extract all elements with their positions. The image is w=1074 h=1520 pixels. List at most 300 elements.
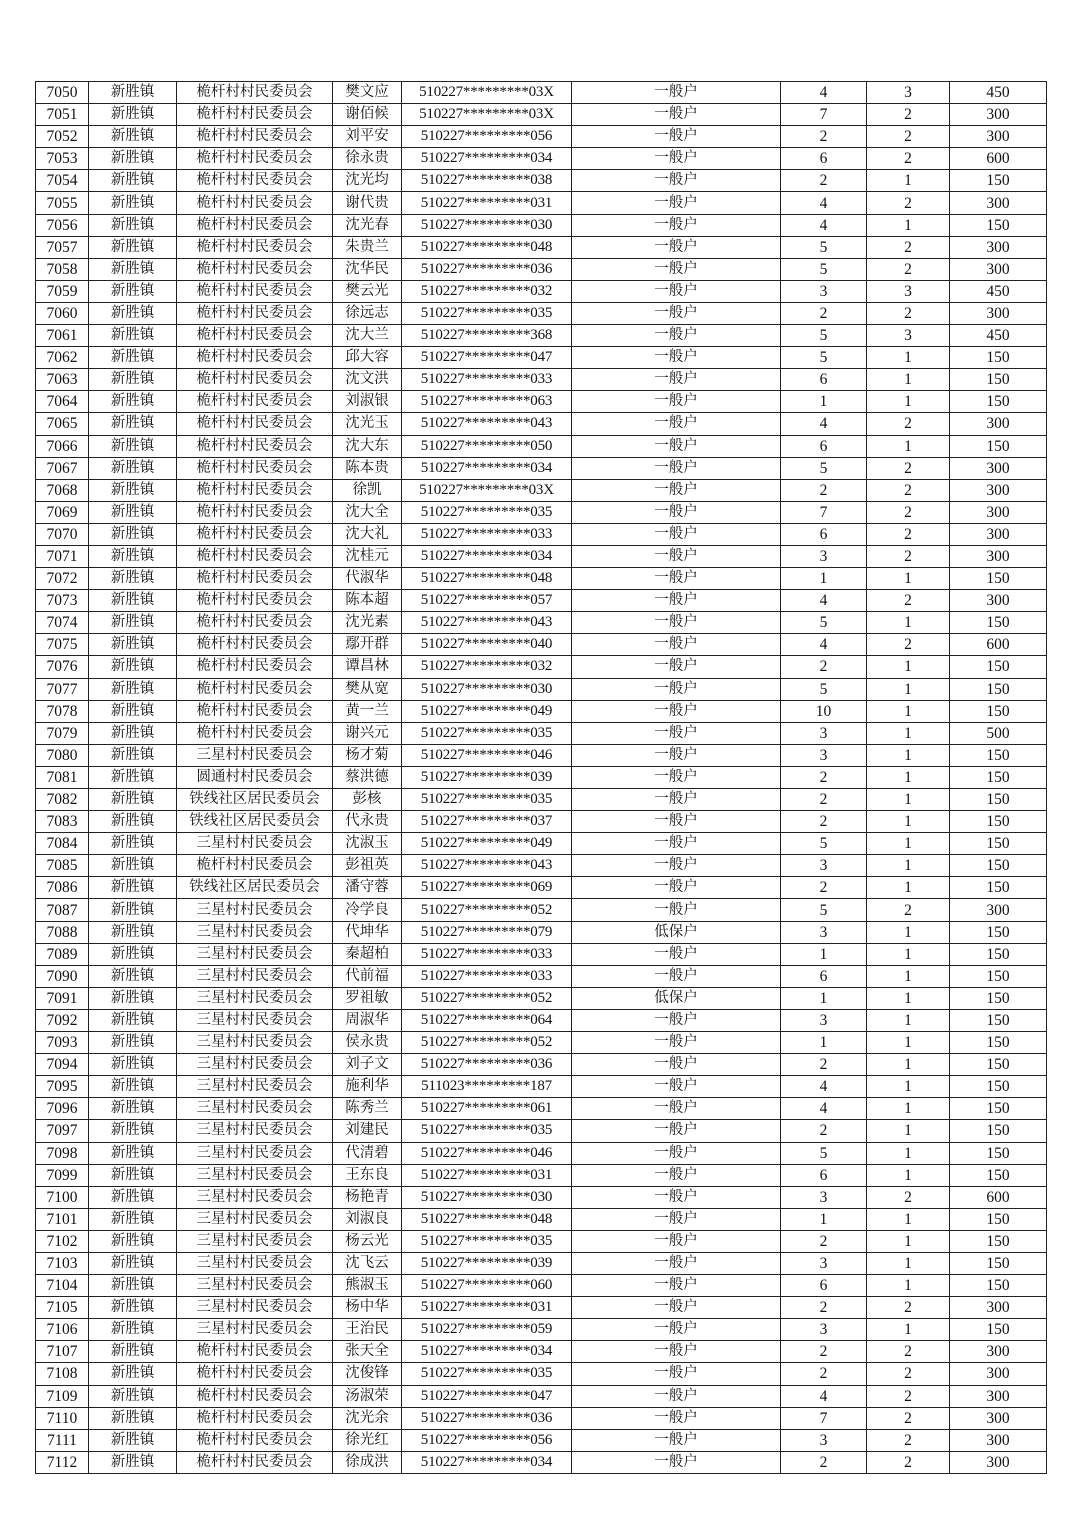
committee-name-cell: 桅杆村村民委员会 — [177, 325, 333, 347]
person-name-cell: 沈光素 — [333, 612, 402, 634]
id-number-cell: 510227*********368 — [402, 325, 572, 347]
committee-name-cell: 桅杆村村民委员会 — [177, 258, 333, 280]
table-row — [36, 280, 1047, 302]
id-number-cell: 510227*********032 — [402, 280, 572, 302]
amount-cell: 300 — [950, 1451, 1047, 1473]
benefit-count-cell: 1 — [867, 1319, 950, 1341]
household-type-cell: 一般户 — [572, 523, 781, 545]
benefit-count-cell: 1 — [867, 1164, 950, 1186]
household-type-cell: 一般户 — [572, 1120, 781, 1142]
family-size-cell: 2 — [781, 302, 867, 324]
amount-cell: 300 — [950, 590, 1047, 612]
person-name-cell: 代坤华 — [333, 921, 402, 943]
person-name-cell: 樊文应 — [333, 82, 402, 104]
table-row — [36, 833, 1047, 855]
committee-name-cell: 三星村村民委员会 — [177, 1275, 333, 1297]
amount-cell: 300 — [950, 899, 1047, 921]
row-number-cell: 7074 — [36, 612, 89, 634]
amount-cell: 300 — [950, 501, 1047, 523]
id-number-cell: 510227*********035 — [402, 789, 572, 811]
household-type-cell: 一般户 — [572, 1275, 781, 1297]
family-size-cell: 4 — [781, 1385, 867, 1407]
id-number-cell: 510227*********046 — [402, 744, 572, 766]
family-size-cell: 5 — [781, 325, 867, 347]
table-row — [36, 369, 1047, 391]
benefit-count-cell: 2 — [867, 1451, 950, 1473]
household-type-cell: 一般户 — [572, 811, 781, 833]
town-name-cell: 新胜镇 — [89, 1164, 177, 1186]
person-name-cell: 蔡洪德 — [333, 766, 402, 788]
benefit-count-cell: 1 — [867, 214, 950, 236]
town-name-cell: 新胜镇 — [89, 1054, 177, 1076]
family-size-cell: 6 — [781, 1164, 867, 1186]
id-number-cell: 510227*********039 — [402, 1252, 572, 1274]
table-row — [36, 148, 1047, 170]
amount-cell: 150 — [950, 1032, 1047, 1054]
committee-name-cell: 桅杆村村民委员会 — [177, 612, 333, 634]
town-name-cell: 新胜镇 — [89, 1186, 177, 1208]
benefit-count-cell: 1 — [867, 678, 950, 700]
benefit-count-cell: 1 — [867, 1142, 950, 1164]
committee-name-cell: 三星村村民委员会 — [177, 1009, 333, 1031]
row-number-cell: 7092 — [36, 1009, 89, 1031]
table-row — [36, 1230, 1047, 1252]
person-name-cell: 熊淑玉 — [333, 1275, 402, 1297]
table-row — [36, 1429, 1047, 1451]
family-size-cell: 3 — [781, 280, 867, 302]
row-number-cell: 7073 — [36, 590, 89, 612]
family-size-cell: 4 — [781, 192, 867, 214]
family-size-cell: 4 — [781, 413, 867, 435]
benefit-count-cell: 2 — [867, 899, 950, 921]
person-name-cell: 邱大容 — [333, 347, 402, 369]
row-number-cell: 7106 — [36, 1319, 89, 1341]
town-name-cell: 新胜镇 — [89, 545, 177, 567]
id-number-cell: 510227*********033 — [402, 943, 572, 965]
town-name-cell: 新胜镇 — [89, 1208, 177, 1230]
amount-cell: 300 — [950, 1385, 1047, 1407]
benefit-count-cell: 2 — [867, 413, 950, 435]
benefit-count-cell: 1 — [867, 855, 950, 877]
amount-cell: 450 — [950, 280, 1047, 302]
person-name-cell: 徐凯 — [333, 479, 402, 501]
row-number-cell: 7111 — [36, 1429, 89, 1451]
id-number-cell: 510227*********035 — [402, 1363, 572, 1385]
committee-name-cell: 桅杆村村民委员会 — [177, 523, 333, 545]
town-name-cell: 新胜镇 — [89, 1341, 177, 1363]
person-name-cell: 秦超柏 — [333, 943, 402, 965]
benefit-count-cell: 2 — [867, 148, 950, 170]
benefit-count-cell: 1 — [867, 347, 950, 369]
family-size-cell: 2 — [781, 1341, 867, 1363]
table-row — [36, 1076, 1047, 1098]
town-name-cell: 新胜镇 — [89, 877, 177, 899]
committee-name-cell: 桅杆村村民委员会 — [177, 656, 333, 678]
amount-cell: 150 — [950, 1164, 1047, 1186]
family-size-cell: 3 — [781, 921, 867, 943]
amount-cell: 450 — [950, 325, 1047, 347]
id-number-cell: 510227*********047 — [402, 347, 572, 369]
committee-name-cell: 三星村村民委员会 — [177, 744, 333, 766]
person-name-cell: 代清碧 — [333, 1142, 402, 1164]
household-type-cell: 一般户 — [572, 1032, 781, 1054]
table-row — [36, 789, 1047, 811]
table-row — [36, 479, 1047, 501]
town-name-cell: 新胜镇 — [89, 501, 177, 523]
id-number-cell: 510227*********043 — [402, 855, 572, 877]
table-row — [36, 1120, 1047, 1142]
amount-cell: 150 — [950, 1142, 1047, 1164]
person-name-cell: 杨云光 — [333, 1230, 402, 1252]
family-size-cell: 4 — [781, 1076, 867, 1098]
household-type-cell: 一般户 — [572, 722, 781, 744]
family-size-cell: 6 — [781, 369, 867, 391]
benefit-count-cell: 1 — [867, 391, 950, 413]
amount-cell: 150 — [950, 678, 1047, 700]
person-name-cell: 沈华民 — [333, 258, 402, 280]
committee-name-cell: 三星村村民委员会 — [177, 1230, 333, 1252]
id-number-cell: 510227*********059 — [402, 1319, 572, 1341]
amount-cell: 450 — [950, 82, 1047, 104]
id-number-cell: 510227*********056 — [402, 126, 572, 148]
household-type-cell: 一般户 — [572, 302, 781, 324]
committee-name-cell: 桅杆村村民委员会 — [177, 104, 333, 126]
benefit-count-cell: 1 — [867, 1275, 950, 1297]
household-type-cell: 一般户 — [572, 1076, 781, 1098]
committee-name-cell: 桅杆村村民委员会 — [177, 855, 333, 877]
household-type-cell: 一般户 — [572, 877, 781, 899]
person-name-cell: 施利华 — [333, 1076, 402, 1098]
town-name-cell: 新胜镇 — [89, 391, 177, 413]
household-type-cell: 一般户 — [572, 1385, 781, 1407]
town-name-cell: 新胜镇 — [89, 1142, 177, 1164]
id-number-cell: 510227*********033 — [402, 965, 572, 987]
town-name-cell: 新胜镇 — [89, 1032, 177, 1054]
table-row — [36, 1208, 1047, 1230]
committee-name-cell: 桅杆村村民委员会 — [177, 302, 333, 324]
amount-cell: 500 — [950, 722, 1047, 744]
benefit-count-cell: 2 — [867, 104, 950, 126]
household-type-cell: 一般户 — [572, 1341, 781, 1363]
id-number-cell: 510227*********057 — [402, 590, 572, 612]
row-number-cell: 7055 — [36, 192, 89, 214]
amount-cell: 150 — [950, 1120, 1047, 1142]
person-name-cell: 沈光均 — [333, 170, 402, 192]
row-number-cell: 7054 — [36, 170, 89, 192]
row-number-cell: 7088 — [36, 921, 89, 943]
committee-name-cell: 桅杆村村民委员会 — [177, 126, 333, 148]
town-name-cell: 新胜镇 — [89, 258, 177, 280]
family-size-cell: 6 — [781, 965, 867, 987]
row-number-cell: 7072 — [36, 568, 89, 590]
row-number-cell: 7110 — [36, 1407, 89, 1429]
town-name-cell: 新胜镇 — [89, 965, 177, 987]
benefit-count-cell: 1 — [867, 833, 950, 855]
town-name-cell: 新胜镇 — [89, 1451, 177, 1473]
id-number-cell: 510227*********031 — [402, 1297, 572, 1319]
committee-name-cell: 三星村村民委员会 — [177, 899, 333, 921]
person-name-cell: 朱贵兰 — [333, 236, 402, 258]
benefit-count-cell: 1 — [867, 943, 950, 965]
amount-cell: 150 — [950, 877, 1047, 899]
amount-cell: 150 — [950, 789, 1047, 811]
family-size-cell: 4 — [781, 590, 867, 612]
household-type-cell: 一般户 — [572, 1142, 781, 1164]
household-type-cell: 一般户 — [572, 501, 781, 523]
family-size-cell: 1 — [781, 568, 867, 590]
household-type-cell: 一般户 — [572, 435, 781, 457]
table-row — [36, 1297, 1047, 1319]
family-size-cell: 3 — [781, 545, 867, 567]
table-row — [36, 82, 1047, 104]
id-number-cell: 510227*********037 — [402, 811, 572, 833]
committee-name-cell: 桅杆村村民委员会 — [177, 435, 333, 457]
person-name-cell: 刘淑良 — [333, 1208, 402, 1230]
benefit-count-cell: 2 — [867, 236, 950, 258]
amount-cell: 150 — [950, 855, 1047, 877]
person-name-cell: 陈秀兰 — [333, 1098, 402, 1120]
benefit-count-cell: 2 — [867, 1429, 950, 1451]
household-type-cell: 一般户 — [572, 214, 781, 236]
town-name-cell: 新胜镇 — [89, 722, 177, 744]
committee-name-cell: 桅杆村村民委员会 — [177, 1451, 333, 1473]
committee-name-cell: 桅杆村村民委员会 — [177, 236, 333, 258]
id-number-cell: 510227*********035 — [402, 501, 572, 523]
benefit-count-cell: 1 — [867, 435, 950, 457]
town-name-cell: 新胜镇 — [89, 656, 177, 678]
row-number-cell: 7098 — [36, 1142, 89, 1164]
committee-name-cell: 三星村村民委员会 — [177, 1076, 333, 1098]
subsidy-roster-table — [35, 81, 1047, 1474]
household-type-cell: 一般户 — [572, 1054, 781, 1076]
committee-name-cell: 桅杆村村民委员会 — [177, 413, 333, 435]
household-type-cell: 一般户 — [572, 678, 781, 700]
household-type-cell: 一般户 — [572, 1319, 781, 1341]
row-number-cell: 7050 — [36, 82, 89, 104]
household-type-cell: 低保户 — [572, 987, 781, 1009]
family-size-cell: 2 — [781, 1297, 867, 1319]
row-number-cell: 7089 — [36, 943, 89, 965]
household-type-cell: 一般户 — [572, 899, 781, 921]
family-size-cell: 7 — [781, 1407, 867, 1429]
amount-cell: 150 — [950, 391, 1047, 413]
family-size-cell: 6 — [781, 1275, 867, 1297]
household-type-cell: 一般户 — [572, 1451, 781, 1473]
town-name-cell: 新胜镇 — [89, 1407, 177, 1429]
amount-cell: 150 — [950, 1319, 1047, 1341]
person-name-cell: 刘建民 — [333, 1120, 402, 1142]
table-row — [36, 302, 1047, 324]
family-size-cell: 2 — [781, 811, 867, 833]
family-size-cell: 1 — [781, 943, 867, 965]
row-number-cell: 7101 — [36, 1208, 89, 1230]
table-row — [36, 656, 1047, 678]
benefit-count-cell: 2 — [867, 634, 950, 656]
family-size-cell: 5 — [781, 457, 867, 479]
person-name-cell: 徐永贵 — [333, 148, 402, 170]
id-number-cell: 510227*********031 — [402, 192, 572, 214]
town-name-cell: 新胜镇 — [89, 1363, 177, 1385]
household-type-cell: 一般户 — [572, 744, 781, 766]
household-type-cell: 一般户 — [572, 1363, 781, 1385]
row-number-cell: 7084 — [36, 833, 89, 855]
family-size-cell: 5 — [781, 258, 867, 280]
id-number-cell: 510227*********03X — [402, 479, 572, 501]
id-number-cell: 510227*********035 — [402, 1120, 572, 1142]
household-type-cell: 一般户 — [572, 413, 781, 435]
table-row — [36, 347, 1047, 369]
person-name-cell: 彭核 — [333, 789, 402, 811]
table-row — [36, 965, 1047, 987]
person-name-cell: 王东良 — [333, 1164, 402, 1186]
household-type-cell: 一般户 — [572, 170, 781, 192]
benefit-count-cell: 1 — [867, 656, 950, 678]
town-name-cell: 新胜镇 — [89, 700, 177, 722]
id-number-cell: 510227*********030 — [402, 1186, 572, 1208]
row-number-cell: 7108 — [36, 1363, 89, 1385]
benefit-count-cell: 2 — [867, 1385, 950, 1407]
person-name-cell: 刘淑银 — [333, 391, 402, 413]
town-name-cell: 新胜镇 — [89, 82, 177, 104]
household-type-cell: 一般户 — [572, 1098, 781, 1120]
table-row — [36, 1451, 1047, 1473]
committee-name-cell: 三星村村民委员会 — [177, 943, 333, 965]
person-name-cell: 徐光红 — [333, 1429, 402, 1451]
table-row — [36, 435, 1047, 457]
household-type-cell: 一般户 — [572, 1164, 781, 1186]
household-type-cell: 一般户 — [572, 965, 781, 987]
committee-name-cell: 桅杆村村民委员会 — [177, 568, 333, 590]
household-type-cell: 一般户 — [572, 192, 781, 214]
household-type-cell: 一般户 — [572, 855, 781, 877]
amount-cell: 150 — [950, 744, 1047, 766]
committee-name-cell: 桅杆村村民委员会 — [177, 1341, 333, 1363]
id-number-cell: 510227*********034 — [402, 1341, 572, 1363]
committee-name-cell: 桅杆村村民委员会 — [177, 1385, 333, 1407]
row-number-cell: 7100 — [36, 1186, 89, 1208]
row-number-cell: 7065 — [36, 413, 89, 435]
amount-cell: 300 — [950, 1407, 1047, 1429]
table-row — [36, 943, 1047, 965]
person-name-cell: 沈桂元 — [333, 545, 402, 567]
town-name-cell: 新胜镇 — [89, 678, 177, 700]
row-number-cell: 7104 — [36, 1275, 89, 1297]
table-row — [36, 258, 1047, 280]
benefit-count-cell: 2 — [867, 258, 950, 280]
benefit-count-cell: 2 — [867, 1186, 950, 1208]
id-number-cell: 510227*********052 — [402, 1032, 572, 1054]
person-name-cell: 汤淑荣 — [333, 1385, 402, 1407]
row-number-cell: 7056 — [36, 214, 89, 236]
town-name-cell: 新胜镇 — [89, 943, 177, 965]
id-number-cell: 510227*********048 — [402, 568, 572, 590]
town-name-cell: 新胜镇 — [89, 302, 177, 324]
person-name-cell: 沈大东 — [333, 435, 402, 457]
amount-cell: 150 — [950, 766, 1047, 788]
town-name-cell: 新胜镇 — [89, 921, 177, 943]
family-size-cell: 4 — [781, 634, 867, 656]
person-name-cell: 黄一兰 — [333, 700, 402, 722]
id-number-cell: 510227*********03X — [402, 104, 572, 126]
amount-cell: 150 — [950, 612, 1047, 634]
town-name-cell: 新胜镇 — [89, 833, 177, 855]
benefit-count-cell: 2 — [867, 479, 950, 501]
id-number-cell: 510227*********033 — [402, 523, 572, 545]
benefit-count-cell: 1 — [867, 789, 950, 811]
table-row — [36, 457, 1047, 479]
table-row — [36, 1054, 1047, 1076]
household-type-cell: 一般户 — [572, 590, 781, 612]
row-number-cell: 7083 — [36, 811, 89, 833]
table-row — [36, 1098, 1047, 1120]
person-name-cell: 沈飞云 — [333, 1252, 402, 1274]
household-type-cell: 一般户 — [572, 789, 781, 811]
benefit-count-cell: 2 — [867, 126, 950, 148]
household-type-cell: 一般户 — [572, 236, 781, 258]
amount-cell: 150 — [950, 1054, 1047, 1076]
table-row — [36, 1164, 1047, 1186]
family-size-cell: 1 — [781, 391, 867, 413]
town-name-cell: 新胜镇 — [89, 1098, 177, 1120]
table-row — [36, 1142, 1047, 1164]
family-size-cell: 4 — [781, 1098, 867, 1120]
table-row — [36, 1275, 1047, 1297]
id-number-cell: 510227*********031 — [402, 1164, 572, 1186]
row-number-cell: 7079 — [36, 722, 89, 744]
benefit-count-cell: 2 — [867, 302, 950, 324]
table-row — [36, 104, 1047, 126]
id-number-cell: 510227*********036 — [402, 1054, 572, 1076]
household-type-cell: 一般户 — [572, 833, 781, 855]
family-size-cell: 4 — [781, 82, 867, 104]
amount-cell: 150 — [950, 921, 1047, 943]
benefit-count-cell: 2 — [867, 590, 950, 612]
row-number-cell: 7060 — [36, 302, 89, 324]
town-name-cell: 新胜镇 — [89, 170, 177, 192]
row-number-cell: 7066 — [36, 435, 89, 457]
person-name-cell: 沈光玉 — [333, 413, 402, 435]
row-number-cell: 7064 — [36, 391, 89, 413]
family-size-cell: 2 — [781, 1451, 867, 1473]
town-name-cell: 新胜镇 — [89, 1319, 177, 1341]
row-number-cell: 7071 — [36, 545, 89, 567]
person-name-cell: 王治民 — [333, 1319, 402, 1341]
town-name-cell: 新胜镇 — [89, 1275, 177, 1297]
benefit-count-cell: 2 — [867, 545, 950, 567]
family-size-cell: 2 — [781, 1054, 867, 1076]
id-number-cell: 510227*********069 — [402, 877, 572, 899]
table-row — [36, 612, 1047, 634]
committee-name-cell: 桅杆村村民委员会 — [177, 700, 333, 722]
household-type-cell: 一般户 — [572, 700, 781, 722]
household-type-cell: 一般户 — [572, 634, 781, 656]
id-number-cell: 510227*********035 — [402, 1230, 572, 1252]
committee-name-cell: 铁线社区居民委员会 — [177, 789, 333, 811]
amount-cell: 150 — [950, 811, 1047, 833]
household-type-cell: 一般户 — [572, 82, 781, 104]
roster-body — [36, 82, 1047, 1474]
town-name-cell: 新胜镇 — [89, 811, 177, 833]
amount-cell: 150 — [950, 347, 1047, 369]
person-name-cell: 杨艳青 — [333, 1186, 402, 1208]
committee-name-cell: 桅杆村村民委员会 — [177, 192, 333, 214]
table-row — [36, 501, 1047, 523]
table-row — [36, 766, 1047, 788]
amount-cell: 300 — [950, 457, 1047, 479]
row-number-cell: 7070 — [36, 523, 89, 545]
amount-cell: 300 — [950, 1429, 1047, 1451]
family-size-cell: 6 — [781, 435, 867, 457]
